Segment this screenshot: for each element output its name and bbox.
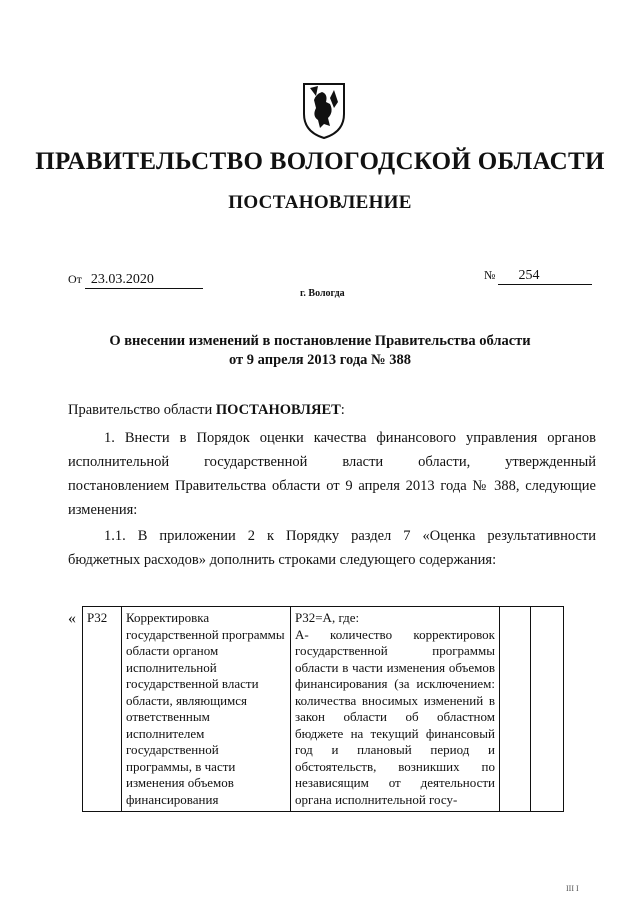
org-title: ПРАВИТЕЛЬСТВО ВОЛОГОДСКОЙ ОБЛАСТИ	[35, 148, 605, 175]
paragraph-1-rest: постановлением Правительства области от 9 апреля 2013 года № 388, следующие изменения:	[68, 478, 596, 518]
indicator-name-cell: Корректировка государственной программы области органом исполнительной государственной власти области, являющимся ответственным исполнителем государственной программы, в части изменения объемов финансирования	[122, 607, 291, 812]
number-line	[484, 268, 592, 285]
empty-cell-2	[531, 607, 564, 812]
document-title	[60, 332, 580, 370]
indicator-formula-cell	[291, 607, 500, 812]
title-line-2: от 9 апреля 2013 года № 388	[228, 352, 412, 368]
formula-rest: А- количество корректировок государственной программы области в части изменения объемов финансирования (за исключением: количества вносимых изменений в закон области об областном бюджете на текущий финансовый год и плановый период и обстоятельств, возникших по независящим от деятельности органа исполнительной госу-	[295, 626, 495, 807]
title-line-1: О внесении изменений в постановление Правительства области	[109, 333, 531, 349]
footer-mark: III I	[566, 884, 579, 893]
indicator-table	[82, 606, 564, 812]
city: г. Вологда	[300, 288, 345, 299]
preamble-suffix: :	[340, 402, 345, 418]
date-line	[68, 272, 203, 289]
document-type: ПОСТАНОВЛЕНИЕ	[228, 192, 412, 213]
open-quote: «	[68, 610, 76, 627]
indicator-code-cell: Р32	[83, 607, 122, 812]
preamble-prefix: Правительство области	[68, 402, 213, 418]
number-value: 254	[498, 268, 592, 285]
paragraph-2-rest: бюджетных расходов» дополнить строками следующего содержания:	[68, 552, 497, 568]
paragraph-2	[68, 524, 596, 572]
paragraph-1	[68, 426, 596, 522]
table-row	[83, 607, 564, 812]
formula-line-1: Р32=А, где:	[295, 610, 360, 625]
preamble	[68, 398, 596, 422]
paragraph-1-line-2: исполнительной государственной власти области, утвержденный	[68, 454, 596, 470]
empty-cell-1	[500, 607, 531, 812]
date-prefix: От	[68, 272, 82, 286]
number-prefix: №	[484, 268, 496, 282]
paragraph-2-line-1: 1.1. В приложении 2 к Порядку раздел 7 «Оценка результативности	[104, 528, 596, 544]
coat-of-arms-emblem	[300, 78, 348, 140]
date-value: 23.03.2020	[85, 272, 203, 289]
preamble-bold: ПОСТАНОВЛЯЕТ	[215, 402, 341, 418]
paragraph-1-line-1: 1. Внести в Порядок оценки качества финансового управления органов	[104, 430, 596, 446]
